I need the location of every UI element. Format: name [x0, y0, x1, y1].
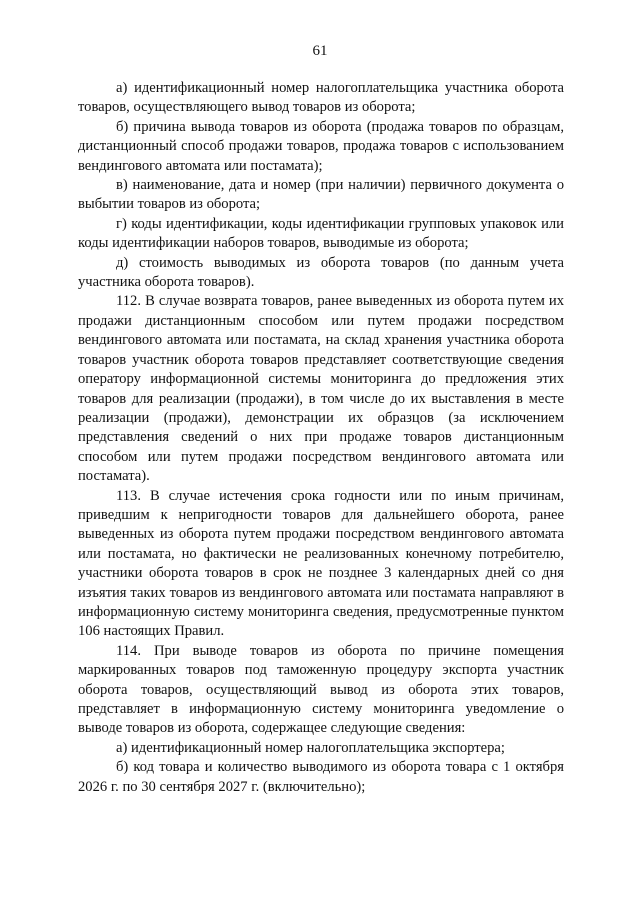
paragraph-item-b-exporter: б) код товара и количество выводимого из оборота товара с 1 октября 2026 г. по 30 сентября 2027 г. (включительно); [78, 759, 564, 795]
document-body [78, 79, 564, 797]
paragraph-item-a-exporter: а) идентификационный номер налогоплательщика экспортера; [116, 739, 505, 756]
paragraph-item-g: г) коды идентификации, коды идентификации групповых упаковок или коды идентификации наборов товаров, выводимые из оборота; [78, 215, 564, 252]
paragraph-clause-112: 112. В случае возврата товаров, ранее выведенных из оборота путем их продажи дистанционным способом или путем продажи посредством вендингового автомата или постамата, на склад хранения участника оборота товаров участник оборота товаров представляет соответствующие сведения оператору информационной системы мониторинга до предложения этих товаров для реализации (продажи), в том числе до их выставления в месте реализации (продажи), демонстрации их образцов (за исключением представления сведений о них при продаже товаров дистанционным способом или путем продажи посредством вендингового автомата или постамата). [78, 293, 564, 485]
paragraph-item-b: б) причина вывода товаров из оборота (продажа товаров по образцам, дистанционный способ продажи товаров, продажа товаров с использованием вендингового автомата или постамата); [78, 118, 564, 174]
page-number: 61 [312, 43, 328, 59]
paragraph-item-d: д) стоимость выводимых из оборота товаров (по данным учета участника оборота товаров). [78, 254, 564, 291]
paragraph-item-a: а) идентификационный номер налогоплательщика участника оборота товаров, осуществляющего вывод товаров из оборота; [78, 80, 564, 116]
paragraph-item-v: в) наименование, дата и номер (при наличии) первичного документа о выбытии товаров из оборота; [78, 177, 564, 213]
paragraph-clause-113: 113. В случае истечения срока годности или по иным причинам, приведшим к непригодности товаров для дальнейшего оборота, ранее выведенных из оборота путем продажи посредством вендингового автомата или постамата, но фактически не реализованных конечному потребителю, участники оборота товаров в срок не позднее 3 календарных дней со дня изъятия таких товаров из вендингового автомата или постамата направляют в информационную систему мониторинга сведения, предусмотренные пунктом 106 настоящих Правил. [78, 487, 564, 640]
paragraph-clause-114: 114. При выводе товаров из оборота по причине помещения маркированных товаров под таможенную процедуру экспорта участник оборота товаров, осуществляющий вывод из оборота этих товаров, представляет в информационную систему мониторинга уведомление о выводе товаров из оборота, содержащее следующие сведения: [78, 642, 564, 737]
